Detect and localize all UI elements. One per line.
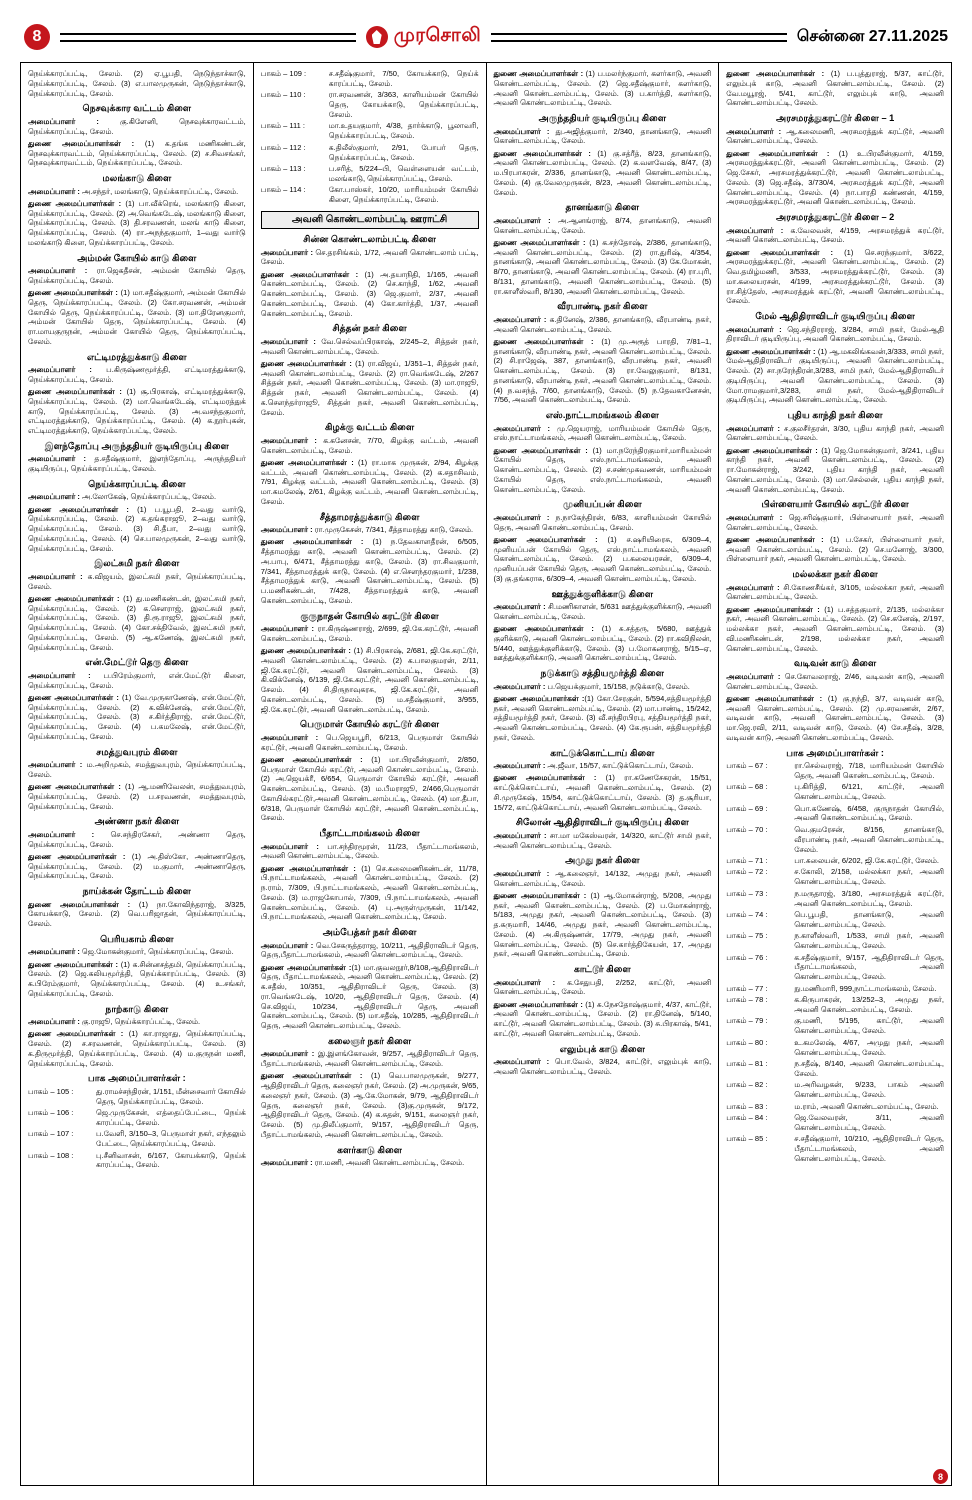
list-item-value: ந.மருதாரஜ், 3/180, அரசமரத்துக் கரட்டூர், அவனி கொண்டலாம்பட்டி, சேலம். — [794, 888, 944, 908]
paragraph: துணை அமைப்பாளர்கள் : (1) ப.மலர்ந்குமார், களர்காடு, அவனி கொண்டலாம்பட்டி, சேலம். (2) ஜெ.சதீஷ்குமார், களர்காடு, அவனி கொண்டலாம்பட்டி, சேலம். (3) ப.கார்த்தி, களர்காடு, அவனி கொண்டலாம்பட்டி, சேலம். — [493, 69, 712, 108]
article-columns — [20, 62, 952, 1486]
paragraph: அமைப்பாளர் : அ.சந்தர், மலங்காடு, நெய்க்காரப்பட்டி, சேலம். — [28, 186, 239, 196]
section-heading: என்.மேட்டூர் தெரு கிளை — [85, 657, 189, 668]
edition-date: சென்னை 27.11.2025 — [796, 28, 948, 45]
list-item — [726, 782, 944, 802]
paragraph: துணை அமைப்பாளர்கள் : (1) உ.பிரவீன்குமார், 4/159, அரசமரத்துக்கரட்டூர், அவனி கொண்டலாம்பட்டி, சேலம். (2) ஜெ.சேகர், அரசமரத்துக்கரட்டூர், அவனி கொண்டலாம்பட்டி, சேலம். (3) ஜெ.சதீஷ், 3/730/4, அரசமரத்துக் கரட்டூர், அவனி கொண்டலாம்பட்டி, சேலம். (4) நா.பாரதி கண்ணன், 4/159, அரசமரத்துக்கரட்டூர், அவனி கொண்டலாம்பட்டி, சேலம். — [726, 148, 945, 207]
paragraph: துணை அமைப்பாளர்கள் : (1) வே.முருகாணேஷ், என்.மேட்டூர், நெய்க்காரப்பட்டி, சேலம். (2) க.விக்னேஷ், என்.மேட்டூர், நெய்க்காரப்பட்டி, சேலம். (3) ச.கிர்த்திராஜ், என்.மேட்டூர், நெய்க்காரப்பட்டி, சேலம். (4) ப.கமலேஷ், என்.மேட்டூர், நெய்க்காரப்பட்டி, சேலம். — [28, 692, 246, 741]
paragraph: அமைப்பாளர் : ஆ.கலைஞர், 14/132, அமுது நகர், அவனி கொண்டலாம்பட்டி, சேலம். — [493, 868, 712, 888]
list-item-value: க.கிருபாகரன், 13/252–3, அமுது நகர், அவனி கொண்டலாம்பட்டி, சேலம். — [794, 995, 944, 1014]
paragraph: துணை அமைப்பாளர்கள் : (1) சூ.பிரகாஷ், எட்டிமரத்துக்காடு, நெய்க்காரப்பட்டி, சேலம். (2) மா.வெங்கடேஷ், எட்டிமரத்துக் காடு, நெய்க்காரப்பட்டி, சேலம். (3) அ.வசந்தகுமார், எட்டிமரத்துக்காடு, நெய்க்காரப்பட்டி, சேலம். (4) க.நூர்புகன், எட்டிமரத்துக்காடு, நெய்க்காரப்பட்டி, சேலம். — [28, 387, 246, 435]
list-item-key: பாகம் – 77 : — [726, 983, 768, 993]
section-heading: அம்பேத்கர் நகர் கிளை — [322, 927, 417, 938]
list-item-value: பு.சீனிவாசன், 6/167, கோயக்காடு, நெய்க் காரப்பட்டி, சேலம். — [96, 1150, 246, 1170]
paragraph: துணை அமைப்பாளர்கள் : (1) ஜெ.மோகன்குமார், 3/241, புதிய காந்தி நகர், அவனி கொண்டலாம்பட்டி, சேலம். (2) ரா.மோகன்ராஜ், 3/242, புதிய காந்தி நகர், அவனி கொண்டலாம்பட்டி, சேலம். (3) மா.செல்லன், புதிய காந்தி நகர், அவனி கொண்டலாம்பட்டி, சேலம். — [726, 445, 944, 494]
list-item-key: பாகம் – 80 : — [726, 1037, 768, 1047]
paragraph: அமைப்பாளர் : ரா.முருகேசன், 7/341, சீத்தாமரத்து காடு, சேலம். — [260, 525, 474, 535]
list-item — [726, 995, 944, 1015]
paragraph: அமைப்பாளர் : ரா.கிருஷ்ணராஜ், 2/699, ஜி.கே.கரட்டூர், அவனி கொண்டலாம்பட்டி, சேலம். — [260, 624, 479, 643]
section-heading: காட்டூர் கிளை — [573, 964, 631, 974]
paragraph: அமைப்பாளர் : பா.சந்திரமூரன், 11/23, பீதாட்டாமங்கலம், அவனி கொண்டலாம்பட்டி, சேலம். — [260, 841, 479, 861]
section-heading: அரசமரத்துகரட்டூர் கிளை – 2 — [776, 212, 895, 222]
paragraph: அமைப்பாளர் : ஜெ.சந்திரராஜ், 3/284, சாமி நகர், மேல்ஆதி திராவிடர் குடியிருப்பு, அவனி கொண்டலாம்பட்டி, சேலம். — [726, 324, 945, 344]
list-item-key: பாகம் – 67 : — [726, 761, 768, 770]
section-heading: குருநாதன் கோயில் கரட்டூர் கிளை — [300, 610, 439, 621]
list-item-key: பாகம் – 79 : — [726, 1016, 768, 1026]
section-heading: வடிவன் காடு கிளை — [793, 658, 877, 669]
list-item-key: பாகம் – 81 : — [726, 1058, 768, 1068]
paragraph: அமைப்பாளர் : க.தினேஷ், 2/386, தானங்காடு, வீரபாண்டி நகர், அவனி கொண்டலாம்பட்டி, சேலம். — [493, 314, 712, 334]
list-item-value: து.ராமச்சந்திரன், 1/151, மீன்சைவார் கோயில் தெரு, நெய்க்காரப்பட்டி, சேலம். — [96, 1086, 246, 1106]
paragraph: அமைப்பாளர் : க.சேதுபதி, 2/252, காட்டூர், அவனி கொண்டலாம்பட்டி, சேலம். — [493, 977, 712, 997]
paragraph: அமைப்பாளர் : கு.கிளேனி, நெசவுக்காரவட்டம், நெய்க்காரப்பட்டி, சேலம். — [28, 116, 246, 136]
paragraph: அமைப்பாளர் : ஆ.கலைமணி, அரசமரத்துக் கரட்டூர், அவனி கொண்டலாம்பட்டி, சேலம். — [726, 126, 944, 146]
section-heading: அருந்ததியர் குடியிருப்பு கிளை — [538, 113, 667, 123]
list-item — [261, 164, 479, 184]
list-item-key: பாகம் – 84 : — [726, 1112, 768, 1122]
section-heading: சமத்துவபுரம் கிளை — [96, 746, 178, 757]
list-item-value: பெ.பூபதி, தானங்காடு, அவனி கொண்டலாம்பட்டி, சேலம். — [794, 909, 944, 929]
paragraph: துணை அமைப்பாளர்கள் : (1) மா.நரேந்திரகுமார்,மாரியம்மன் கோயில் தெரு, எஸ்.நாட்டாமங்கலம், அவனி கொண்டலாம்பட்டி, சேலம். (2) ச.சண்முகவணன், மாரியம்மன் கோயில் தெரு, எஸ்.நாட்டாமங்கலம், அவனி கொண்டலாம்பட்டி, சேலம். — [493, 445, 712, 494]
paragraph: துணை அமைப்பாளர்கள் : (1) ஆ.மகலிங்கவன்,3/333, சாமி நகர், மேல்ஆதிதிராவிடர் குடியிருப்பு, அவனி கொண்டலாம்பட்டி, சேலம். (2) சா.நரேந்திரன்,3/283, சாமி நகர், மேல்ஆதிதிராவிடர் குடியிருப்பு, அவனி கொண்டலாம்பட்டி, சேலம். (3) மோ.ராமகுமார்,3/283, சாமி நகர், மேல்ஆதிதிராவிடர் குடியிருப்பு, அவனி கொண்டலாம்பட்டி, சேலம். — [726, 346, 944, 405]
section-heading: சின்ன கொண்டலாம்பட்டி கிளை — [303, 234, 436, 245]
paragraph: துணை அமைப்பாளர்கள் : (1) ந.தேவகாளதீரன், 6/505, சீத்தாமரத்து காடு, அவனி கொண்டலாம்பட்டி, சேலம். (2) அ.பாபு, 6/471, சீத்தாமரத்து காடு, சேலம். (3) ரா.சிவகுமார், 7/341, சீத்தாமரத்துக் காடு, சேலம். (4) எ.செளந்தரகுமார், 1/238, சீத்தாமரத்துக் காடு, அவனி கொண்டலாம்பட்டி, சேலம். (5) ப.மணிகண்டன், 7/428, சீத்தாமரத்துக் காடு, அவனி கொண்டலாம்பட்டி, சேலம். — [260, 537, 479, 605]
paragraph: அமைப்பாளர் : க.வேலவன், 4/159, அரசமரத்துக் கரட்டூர், அவனி கொண்டலாம்பட்டி, சேலம். — [726, 225, 944, 245]
list-item-key: பாகம் – 85 : — [726, 1134, 768, 1144]
numbered-entry-list — [261, 69, 479, 205]
paragraph: துணை அமைப்பாளர்கள் : (1) கு.சத்ரீத், 8/23, தானங்காடு, அவனி கொண்டலாம்பட்டி, சேலம். (2) க.வளவேஷ், 8/47, (3) ம.பிரபாகரன், 2/336, தானங்காடு, அவனி கொண்டலாம்பட்டி, சேலம். (4) கு.வேலமுருகன், 8/23, அவனி கொண்டலாம்பட்டி, சேலம். — [493, 148, 712, 197]
section-heading: தானங்காடு கிளை — [565, 202, 640, 213]
list-item-value: உ.கமலேஷ், 4/67, அமுது நகர், அவனி கொண்டலாம்பட்டி, சேலம். — [794, 1037, 944, 1057]
paragraph: அமைப்பாளர் : பெ.ஜெயபூரி, 6/213, பெருமாள் கோயில் கரட்டூர், அவனி கொண்டலாம்பட்டி, சேலம். — [260, 732, 479, 752]
list-item — [28, 1087, 246, 1107]
list-item-value: ப.சரித், 5/224–பி, வெள்ளையன் வட்டம், மலங்காடு, நெய்க்காரப்பட்டி, சேலம். — [328, 164, 479, 183]
section-heading: நடுக்காடு சத்தியமூர்த்தி கிளை — [540, 668, 665, 678]
list-item-key: பாகம் – 70 : — [726, 824, 768, 834]
section-heading: பிள்ளையார் கோயில் கரட்டூர் கிளை — [761, 499, 909, 510]
section-heading: கிழக்கு வட்டம் கிளை — [324, 422, 415, 433]
paragraph: அமைப்பாளர் : ப.பிரேம்குமார், என்.மேட்டூர் கிளை, நெய்க்காரப்பட்டி, சேலம். — [28, 670, 246, 690]
list-item-value: ந.காளீஸ்வரி, 1/533, சாமி நகர், அவனி கொண்டலாம்பட்டி, சேலம். — [794, 931, 944, 951]
publication-title: முரசொலி — [393, 25, 482, 46]
list-item-value: க.திலீஸ்குமார், 2/91, போபர் தெரு, நெய்க்காரப்பட்டி, சேலம். — [328, 142, 479, 162]
list-item-value: கு.மணி, 5/195, காட்டூர், அவனி கொண்டலாம்பட்டி, சேலம். — [794, 1016, 944, 1036]
section-heading: பெரியகாம் கிளை — [100, 933, 174, 944]
list-item-key: பாகம் – 105 : — [28, 1086, 74, 1096]
section-heading: இளந்தோப்பு அருந்ததியர் குடியிருப்பு கிளை — [44, 440, 229, 451]
list-item — [726, 825, 944, 855]
list-item — [726, 1113, 944, 1133]
paragraph: அமைப்பாளர் : செ.கோவலராஜ், 2/46, வடிவன் காடு, அவனி கொண்டலாம்பட்டி, சேலம். — [726, 671, 944, 691]
section-heading: அம்மன் கோயில் காடு கிளை — [77, 252, 197, 263]
bottom-page-number-badge: 8 — [933, 1469, 948, 1484]
section-heading: நாற்காடு கிளை — [105, 1003, 169, 1014]
list-item-value: பா.சுலையன், 6/202, ஜி.கே.கரட்டூர், சேலம். — [794, 856, 940, 866]
section-heading: அமுது நகர் கிளை — [565, 855, 640, 866]
list-item-value: ஜெ.வேலவரன், 3/11, அவனி கொண்டலாம்பட்டி, சேலம். — [794, 1112, 944, 1132]
list-item-value: வெ.குமரேசன், 8/156, தானங்காடு, வீரபாண்டி நகர், அவனி கொண்டலாம்பட்டி, சேலம். — [794, 824, 944, 854]
section-heading: பாக அமைப்பாளர்கள் : — [88, 1073, 186, 1084]
paragraph: துணை அமைப்பாளர்கள் : (1) பா.வீக்ரெங், மலங்காடு கிளை, நெய்க்காரப்பட்டி, சேலம். (2) அ.வெங்கடேஷ், மலங்காடு கிளை, நெய்க்காரப்பட்டி, சேலம். (3) தி.சரவணன், மலங் காடு கிளை, நெய்க்காரப்பட்டி, சேலம். (4) ரா.அநந்தகுமார், 1–வது வார்டு மலங்காடு கிளை, நெய்க்காரப்பட்டி, சேலம். — [28, 198, 246, 247]
column-4 — [718, 63, 951, 1485]
list-item — [28, 1129, 246, 1149]
list-item — [726, 1038, 944, 1058]
list-item-key: பாகம் – 111 : — [260, 121, 305, 131]
list-item — [726, 1134, 944, 1164]
list-item-key: பாகம் – 68 : — [726, 782, 768, 792]
paragraph: அமைப்பாளர் : மு.ஜெயராஜ், மாரியம்மன் கோயில் தெரு, எஸ்.நாட்டாமங்கலம், அவனி கொண்டலாம்பட்டி, சேலம். — [493, 423, 712, 443]
paragraph: அமைப்பாளர் : ச.குலசீர்தரன், 3/30, புதிய காந்தி நகர், அவனி கொண்டலாம்பட்டி, சேலம். — [726, 423, 944, 443]
paragraph: துணை அமைப்பாளர்கள் : (1) மா.பிரவீன்குமார், 2/850, பெருமாள் கோயில் கரட்டூர், அவனி கொண்டலாம்பட்டி, சேலம். (2) அ.ஜெயக்ரீ, 6/654, பெருமாள் கோயில் கரட்டூர், அவனி கொண்டலாம்பட்டி, சேலம். (3) ம.பீமராஜூ, 2/466,பெருமாள் கோயில்கரட்டூர்,அவனி கொண்டலாம்பட்டி, சேலம். (4) மா.தீபா, 6/318, பெருமாள் கோயில் கரட்டூர், அவனி கொண்டலாம்பட்டி, சேலம். — [260, 754, 479, 823]
section-heading: புதிய காந்தி நகர் கிளை — [787, 410, 883, 420]
section-heading: முனியப்பன் கிளை — [563, 499, 642, 510]
list-item-key: பாகம் – 78 : — [726, 995, 768, 1005]
list-item-value: ஜெ.முருகேசன், எத்தைப்பேட்டை, நெய்க் காரப்பட்டி, சேலம். — [96, 1108, 246, 1127]
list-item — [28, 1108, 246, 1128]
list-item-key: பாகம் – 109 : — [260, 69, 307, 78]
list-item — [726, 1016, 944, 1036]
paragraph: துணை அமைப்பாளர்கள் : (1) சு.சத்தரு, 5/680, ஊத்துக் குளிக்காடு, அவனி கொண்டலாம்பட்டி, சேலம். (2) ரா.கவிநிலன், 5/440, ஊத்துக்குளிக்காடு, சேலம். (3) ப.மோகனராஜ், 5/15–ஏ, ஊத்துக்குளிக்காடு, அவனி கொண்டலாம்பட்டி, சேலம். — [493, 624, 712, 663]
paragraph: அமைப்பாளர் : வே.செல்வப்பிரகாஷ், 2/245–2, சித்தன் நகர், அவனி கொண்டலாம்பட்டி, சேலம். — [260, 336, 479, 356]
paragraph: அமைப்பாளர் : ந.நாகேந்திரன், 6/83, காளியம்மன் கோயில் தெரு, அவனி கொண்டலாம்பட்டி, சேலம். — [493, 512, 712, 532]
paragraph: அமைப்பாளர் : அ.லோகேஷ், நெய்க்காரப்பட்டி, சேலம். — [28, 492, 217, 502]
section-heading: அரசமரத்துகரட்டூர் கிளை – 1 — [776, 113, 895, 123]
paragraph: துணை அமைப்பாளர்கள் : (1) ரா.விஜய், 1/351–1, சித்தன் நகர், அவனி கொண்டலாம்பட்டி, சேலம். (2) ரா.வெங்கடேஷ், 2/267 சித்தன் நகர், அவனி கொண்டலாம்பட்டி, சேலம். (3) மா.ராஜூ, சித்தன் நகர், அவனி கொண்டலாம்பட்டி, சேலம். (4) க.செளந்தர்ராஜூ, சித்தன் நகர், அவனி கொண்டலாம்பட்டி, சேலம். — [260, 358, 479, 417]
paragraph: துணை அமைப்பாளர்கள் : (1) வெ.பாலமுருகன், 9/277, ஆதிதிராவிடர் தெரு, கலைஞர் நகர், சேலம். (2) அ.முருகன், 9/65, கலைஞர் நகர், சேலம். (3) ஆ.கே.மோகன், 9/79, ஆதிதிராவிடர் தெரு, கலைஞர் நகர், சேலம். (3)கு.முருகன், 9/172, ஆதிதிராவிடர் தெரு, சேலம். (4) க.சுதன், 9/151, கலைஞர் நகர், சேலம். (5) மு.திலீப்குமார், 9/157, ஆதிதிராவிடர் தெரு, பீதாட்டாமங்கலம், அவனி கொண்டலாம்பட்டி, சேலம். — [260, 1071, 479, 1139]
paragraph: அமைப்பாளர் : க.கனேசன், 7/70, கிழக்கு வட்டம், அவனி கொண்டலாம்பட்டி, சேலம். — [260, 435, 479, 455]
paragraph: அமைப்பாளர் : க.விஜயம், இலட்சுமி நகர், நெய்க்காரப்பட்டி, சேலம். — [28, 571, 246, 591]
list-item — [726, 856, 944, 866]
paragraph: துணை அமைப்பாளர்கள் : (1) ப.சத்தகுமார், 2/135, மல்லக்கா நகர், அவனி கொண்டலாம்பட்டி, சேலம். (2) செ.கனேஷ், 2/197, மல்லக்கா நகர், அவனி கொண்டலாம்பட்டி, சேலம். (3) வி.மணிகண்டன், 2/198, மல்லக்கா நகர், அவனி கொண்டலாம்பட்டி, சேலம். — [726, 604, 944, 653]
list-item — [726, 1059, 944, 1079]
paragraph: அமைப்பாளர் : அ.ஜீவா, 15/57, காட்டுக்கொட்டாய், சேலம். — [493, 761, 694, 770]
paragraph: அமைப்பாளர் : ப.ஜெயக்குமார், 15/158, நடுக்காடு, சேலம். — [493, 681, 690, 691]
list-item — [726, 867, 944, 887]
list-item-key: பாகம் – 113 : — [260, 164, 306, 174]
paragraph: அமைப்பாளர் : செ.தரசிங்கம், 1/72, அவனி கொண்டலாம் பட்டி, சேலம். — [260, 247, 479, 267]
paragraph: துணை அமைப்பாளர்கள் : (1) கு.நந்தி, 3/7, வடிவன் காடு, அவனி கொண்டலாம்பட்டி, சேலம். (2) மு.சரவணன், 2/67, வடிவன் காடு, அவனி கொண்டலாம்பட்டி, சேலம். (3) மா.ஜெ.ரவி, 2/11, வடிவன் காடு, சேலம். (4) சே.சதீஷ், 3/28, வடிவன் காடு, அவனி கொண்டலாம்பட்டி, சேலம். — [726, 693, 945, 742]
list-item — [726, 984, 944, 994]
flame-icon — [366, 26, 388, 48]
masthead-rule-left — [60, 33, 356, 42]
list-item-value: பு.கிரித்தி, 6/121, காட்டூர், அவனி கொண்டலாம்பட்டி, சேலம். — [794, 782, 944, 802]
column-2 — [253, 63, 486, 1485]
section-heading: இலட்சுமி நகர் கிளை — [94, 558, 180, 569]
list-item — [726, 931, 944, 951]
paragraph: அமைப்பாளர் : கு.ராஜூ, நெய்க்காரப்பட்டி, சேலம். — [28, 1017, 201, 1026]
list-item — [28, 1151, 246, 1171]
list-item-key: பாகம் – 83 : — [726, 1101, 768, 1111]
paragraph: துணை அமைப்பாளர்கள் : (1) ப.சேகர், பிள்ளையார் நகர், அவனி கொண்டலாம்பட்டி, சேலம். (2) செ.மனோஜ், 3/300, பிள்ளையார் நகர், அவனி கொண்டலாம்பட்டி, சேலம். — [726, 534, 944, 564]
paragraph: அமைப்பாளர் : ஜெ.சரிஷ்குமார், பிள்ளையார் நகர், அவனி கொண்டலாம்பட்டி, சேலம். — [726, 512, 944, 532]
list-item-value: ரா.சரவணன், 3/363, காளியம்மன் கோயில் தெரு, கோயக்காடு, நெய்க்காரப்பட்டி, சேலம். — [328, 90, 479, 120]
paragraph: துணை அமைப்பாளர்கள் : (1) ரா.மாக முருகன், 2/94, கிழக்கு வட்டம், அவனி கொண்டலாம்பட்டி, சேலம். (2) க.சதாசிவம், 7/91, கிழக்கு வட்டம், அவனி கொண்டலாம்பட்டி, சேலம். (3) மா.கமலேஷ், 2/61, கிழக்கு வட்டம், அவனி கொண்டலாம்பட்டி, சேலம். — [260, 457, 479, 506]
section-heading: மேல் ஆதிதிராவிடர் குடியிருப்பு கிளை — [755, 311, 915, 321]
section-heading: எஸ்.நாட்டாமங்கலம் கிளை — [545, 410, 659, 420]
paragraph: துணை அமைப்பாளர்கள் : (1) க.தங்க மணிகண்டன், நெசவுக்காரவட்டம், நெய்க்காரப்பட்டி, சேலம். (2) ச.சிவசங்கர், நெசவுக்காரவட்டம், நெய்க்காரப்பட்டி, சேலம். — [28, 138, 246, 168]
numbered-entry-list — [28, 1087, 246, 1171]
list-item-value: ப.வேளி, 3/150–3, பெருமாள் நகர், எந்தலும் பேட்டை, நெய்க்காரப்பட்டி, சேலம். — [96, 1129, 246, 1149]
list-item-key: பாகம் – 73 : — [726, 888, 768, 898]
paragraph: துணை அமைப்பாளர்கள் : (1) சி.பிரகாஷ், 2/681, ஜி.கே.கரட்டூர், அவனி கொண்டலாம்பட்டி, சேலம். (2) க.பாலகுமரன், 2/11, ஜி.கே.கரட்டூர், அவனி கொண்டலாம்பட்டி, சேலம். (3) கி.விக்னேஷ், 6/139, ஜி.கே.கரட்டூர், அவனி கொண்டலாம்பட்டி, சேலம். (4) சி.திருநாவுகரசு, ஜி.கே.கரட்டூர், அவனி கொண்டலாம்பட்டி, சேலம். (5) ம.சதீஷ்குமார், 3/955, ஜி.கே.கரட்டூர், அவனி கொண்டலாம்பட்டி, சேலம். — [260, 646, 479, 714]
section-heading: பாக அமைப்பாளர்கள் : — [786, 747, 884, 758]
list-item-value: க.சதீஷ்குமார், 9/157, ஆதிதிராவிடர் தெரு, பீதாட்டாமங்கலம், அவனி கொண்டலாம்பட்டி, சேலம். — [794, 952, 944, 982]
list-item-key: பாகம் – 74 : — [726, 909, 768, 919]
list-item — [726, 804, 944, 824]
paragraph: அமைப்பாளர் : செ.சந்திரசேகர், அண்ணா தெரு, நெய்க்காரப்பட்டி, சேலம். — [28, 829, 246, 849]
list-item-value: நு.மணிமாரி, 999,நாட்டாமங்கலம், சேலம். — [794, 983, 937, 993]
paragraph: அமைப்பாளர் : பொ.வேல், 3/824, காட்டூர், எலும்புக் காடு, அவனி கொண்டலாம்பட்டி, சேலம். — [493, 1057, 712, 1076]
list-item-key: பாகம் – 114 : — [260, 185, 306, 195]
section-heading: நெய்க்காரப்பட்டி கிளை — [88, 478, 186, 489]
paragraph: துணை அமைப்பாளர்கள் : (1) அ.தயாநிதி, 1/165, அவனி கொண்டலாம்பட்டி, சேலம். (2) செ.காந்தி, 1/62, அவனி கொண்டலாம்பட்டி, சேலம். (3) ஜெ.குமார், 2/37, அவனி கொண்டலாம்பட்டி, சேலம். (4) கோ.கார்த்தி, 1/37, அவனி கொண்டலாம்பட்டி, சேலம். — [260, 269, 479, 318]
paragraph: அமைப்பாளர் : ம.அறிமுகம், சமத்துவபுரம், நெய்க்காரப்பட்டி, சேலம். — [28, 760, 246, 779]
paragraph: துணை அமைப்பாளர்கள் : (1) ரா.கணேசேகரன், 15/51, காட்டுக்கொட்டாய், அவனி கொண்டலாம்பட்டி, சேலம். (2) சி.முருகேஷ், 15/54, காட்டுக்கொட்டாய், சேலம். (3) த.சூரியா, 15/72, காட்டுக்கொட்டாய், அவனி கொண்டலாம்பட்டி, சேலம். — [493, 773, 712, 812]
list-item-key: பாகம் – 82 : — [726, 1080, 768, 1090]
list-item-key: பாகம் – 107 : — [28, 1129, 74, 1139]
paragraph: அமைப்பாளர் : த.சதீஷ்குமார், இளந்தோப்பு, அருந்ததியர் குடியிருப்பு, நெய்க்காரப்பட்டி, சேலம். — [28, 454, 246, 473]
paragraph: துணை அமைப்பாளர்கள் : (1) ப.புத்துராஜ், 5/37, காட்டூர், எலும்புக் காடு, அவனி கொண்டலாம்பட்டி, சேலம். (2) வே.மயூரஜ், 5/41, காட்டூர், எலும்புக் காடு, அவனி கொண்டலாம்பட்டி, சேலம். — [726, 69, 944, 108]
paragraph: அமைப்பாளர் : அ.ஆனங்ராஜ், 8/74, தானங்காடு, அவனி கொண்டலாம்பட்டி, சேலம். — [493, 215, 712, 235]
list-item — [726, 1080, 944, 1100]
list-item — [726, 761, 944, 781]
section-heading: வீரபாண்டி நகர் கிளை — [557, 301, 648, 312]
paragraph: அமைப்பாளர் : வெ.சேகருத்தராஜ, 10/211, ஆதிதிராவிடர் தெரு, தெரு,பீதாட்டாமங்கலம், அவனி கொண்டலாம்பட்டி, சேலம். — [260, 940, 479, 960]
section-heading: பீதாட்டாமங்கலம் கிளை — [319, 828, 420, 839]
paragraph: துணை அமைப்பாளர்கள் : (1) மா.சதீஷ்குமார், அம்மன் கோயில் தெரு, நெய்க்காரப்பட்டி, சேலம். (2) கோ.சரவணன், அம்மன் கோயில் தெரு, நெய்க்காரப்பட்டி, சேலம். (3) மா.திரேனகுமார், அம்மன் கோயில் தெரு, நெய்க்காரப்பட்டி, சேலம். (4) ரா.மாயகுருநன், அம்மன் கோயில் தெரு, நெய்க்காரப்பட்டி, சேலம். — [28, 288, 246, 346]
paragraph: துணை அமைப்பாளர்கள் : (1) அ.திஸ்கோ, அண்ணாதெரு, நெய்க்காரப்பட்டி, சேலம். (2) ம.குமார், அண்ணாதெரு, நெய்க்காரப்பட்டி, சேலம். — [28, 851, 246, 881]
list-item-value: ச.சதீஷ்குமார், 7/50, கோயக்காடு, நெய்க் காரப்பட்டி, சேலம். — [328, 69, 479, 88]
paragraph: நெய்க்காரப்பட்டி, சேலம். (2) ஏ.பூபதி, நெடுந்தாச்காடு, நெய்க்காரப்பட்டி, சேலம். (3) எ.பாலமுருகன், நெடுந்தாச்காடு, நெய்க்காரப்பட்டி, சேலம். — [28, 69, 246, 98]
list-item — [261, 121, 479, 141]
paragraph: துணை அமைப்பாளர்கள் : (1) கா.ராஜாது, நெய்க்காரப்பட்டி, சேலம். (2) ச.சரவணன், நெய்க்காரப்பட்டி, சேலம். (3) க.திருமூர்த்தி, நெய்க்காரப்பட்டி, சேலம். (4) ம.குருநன் மணி, நெய்க்காரப்பட்டி, சேலம். — [28, 1029, 246, 1068]
list-item-value: கோ.பாஸ்கர், 10/20, மாரியம்மன் கோயில் கிளை, நெய்க்காரப்பட்டி, சேலம். — [328, 185, 479, 205]
column-3 — [486, 63, 719, 1485]
paragraph: துணை அமைப்பாளர்கள் : (1) செ.சரந்குமார், 3/622, அரசமரத்துக்கரட்டூர், அவனி கொண்டலாம்பட்டி, சேலம். (2) வெ.தமிழ்மணி, 3/533, அரசமரத்துக்கரட்டூர், சேலம். (3) மா.கலையரசன், 4/199, அரசமரத்துக்கரட்டூர், சேலம். (3) ரா.சித்தேஸ், அரசமரத்துக் கரட்டூர், அவனி கொண்டலாம்பட்டி, சேலம். — [726, 247, 945, 306]
section-heading: சித்தன் நகர் கிளை — [332, 323, 407, 334]
paragraph: அமைப்பாளர் : ஜெ.மோகன்குமார், நெய்க்காரப்பட்டி, சேலம். — [28, 947, 234, 957]
paragraph: அமைப்பாளர் : ரா.மணி, அவனி கொண்டலாம்பட்டி, சேலம். — [260, 1158, 465, 1168]
list-item — [261, 69, 479, 89]
section-heading: பெருமாள் கோயில் கரட்டூர் கிளை — [300, 719, 440, 730]
list-item-key: பாகம் – 72 : — [726, 867, 768, 877]
list-item-value: பொ.கணேஷ், 6/458, குருநாதன் கோயில், அவனி கொண்டலாம்பட்டி, சேலம். — [794, 803, 944, 823]
publication-logo — [366, 25, 482, 49]
paragraph: துணை அமைப்பாளர்கள் : (1) ஆ.மோகன்ராஜ், 5/208, அமுது நகர், அவனி கொண்டலாம்பட்டி, சேலம். (2) ப.மோகன்ராஜ், 5/183, அமுது நகர், அவனி கொண்டலாம்பட்டி, சேலம். (3) த.கருமாரி, 14/46, அமுது நகர், அவனி கொண்டலாம்பட்டி, சேலம். (4) அ.கிருஷ்ணன், 17/79, அமுது நகர், அவனி கொண்டலாம்பட்டி, சேலம். (5) செ.கார்த்திகேயன், 17, அமுது நகர், அவனி கொண்டலாம்பட்டி, சேலம். — [493, 890, 712, 959]
section-heading: அண்ணா நகர் கிளை — [94, 816, 180, 827]
paragraph: அமைப்பாளர் : ப.கிருஷ்ணமூர்த்தி, எட்டிமரத்துக்காடு, நெய்க்காரப்பட்டி, சேலம். — [28, 365, 246, 384]
section-heading: சீத்தாமரத்துக்காடு கிளை — [319, 511, 420, 522]
paragraph: துணை அமைப்பாளர்கள் : (1) நா.கோவிந்தராஜ், 3/325, கோயக்காடு, சேலம். (2) வெ.பரிஜாதன், நெய்க்காரப்பட்டி, சேலம். — [28, 899, 246, 928]
paragraph: துணை அமைப்பாளர்கள் : (1) ஆ.மணிவேலன், சமத்துவபுரம், நெய்க்காரப்பட்டி, சேலம். (2) ப.சரவணன், சமத்துவபுரம், நெய்க்காரப்பட்டி, சேலம். — [28, 782, 246, 811]
list-item-value: ரா.செல்வராஜ், 7/18, மாரியம்மன் கோயில் தெரு, அவனி கொண்டலாம்பட்டி, சேலம். — [794, 761, 944, 780]
list-item — [261, 143, 479, 163]
list-item-value: ந.சதீஷ், 8/140, அவனி கொண்டலாம்பட்டி, சேலம். — [794, 1058, 944, 1078]
section-heading: நெசவுக்கார வட்டம் கிளை — [82, 103, 192, 114]
paragraph: துணை அமைப்பாளர்கள் : (1) ச.ஷரியிரைசு, 6/309–4, முனியப்பன் கோயில் தெரு, எஸ்.நாட்டாமங்கலம், அவனி கொண்டலாம்பட்டி, சேலம். (2) ப.கலையரசன், 6/309–4, முனியப்பன் கோயில் தெரு, அவனி கொண்டலாம்பட்டி, சேலம். (3) கு.தங்கராசு, 6/309–4, அவனி கொண்டலாம்பட்டி, சேலம். — [493, 534, 712, 583]
list-item-key: பாகம் – 76 : — [726, 952, 768, 962]
column-1 — [21, 63, 253, 1485]
list-item-key: பாகம் – 110 : — [260, 90, 306, 100]
paragraph: துணை அமைப்பாளர்கள் : (1) ப.யூபதி, 2–வது வார்டு, நெய்க்காரப்பட்டி, சேலம். (2) க.தங்கராஜூ, 2–வது வார்டு, நெய்க்காரப்பட்டி, சேலம். (3) சி.தீபா, 2–வது வார்டு, நெய்க்காரப்பட்டி, சேலம். (4) செ.பாலமுருகன், 2–வது வார்டு, நெய்க்காரப்பட்டி, சேலம். — [28, 504, 246, 553]
masthead-rule-right — [491, 33, 787, 42]
list-item-key: பாகம் – 69 : — [726, 803, 768, 813]
section-heading: ஊத்துக்குளிக்காடு கிளை — [551, 588, 654, 599]
section-heading: களர்காடு கிளை — [337, 1144, 403, 1155]
list-item-value: ம.ராம், அவனி கொண்டலாம்பட்டி, சேலம். — [794, 1101, 939, 1111]
section-heading: சிலோன் ஆதிதிராவிடர் குடியிருப்பு கிளை — [515, 817, 689, 828]
list-item — [726, 953, 944, 983]
section-heading: கலைஞர் நகர் கிளை — [328, 1035, 412, 1046]
list-item — [261, 185, 479, 205]
section-heading: நாய்க்கன் தோட்டம் கிளை — [82, 886, 191, 896]
paragraph: அமைப்பாளர் : து.அஜித்குமார், 2/340, தானங்காடு, அவனி கொண்டலாம்பட்டி, சேலம். — [493, 126, 712, 146]
list-item-key: பாகம் – 71 : — [726, 856, 768, 866]
paragraph: துணை அமைப்பாளர்கள் : (1) க.சந்தோஷ், 2/386, தானங்காடு, அவனி கொண்டலாம்பட்டி, சேலம். (2) ரா.துரிஷ், 4/354, தானங்காடு, அவனி கொண்டலாம்பட்டி, சேலம். (3) கே.மோகன், 8/70, தானங்காடு, அவனி கொண்டலாம்பட்டி, சேலம். (4) ரா.புரி, 8/131, தானங்காடு, அவனி கொண்டலாம்பட்டி, சேலம். (5) ரா.காளீஸ்வரி, 8/130, அவனி கொண்டலாம்பட்டி, சேலம். — [493, 237, 712, 296]
list-item-key: பாகம் – 75 : — [726, 931, 768, 941]
list-item — [261, 90, 479, 120]
paragraph: துணை அமைப்பாளர்கள் :(1) கோ.சேரகுன், 5/594,சத்தியமூர்த்தி நகர், அவனி கொண்டலாம்பட்டி, சேலம். (2) மா.பாண்டி, 15/242, சத்தியமூர்த்தி நகர், சேலம். (3) வீ.சந்திரபிரபு, சத்தியமூர்த்தி நகர், அவனி கொண்டலாம்பட்டி, சேலம். (4) கே.ரூபன், சத்தியமூர்த்தி நகர், சேலம். — [493, 693, 712, 742]
section-heading-boxed: அவனி கொண்டலாம்பட்டி ஊராட்சி — [261, 211, 479, 229]
paragraph: அமைப்பாளர் : சா.மா மகேஸ்வரன், 14/320, காட்டூர் சாமி நகர், அவனி கொண்டலாம்பட்டி, சேலம். — [493, 830, 712, 850]
list-item-value: ச.கோலி, 2/158, மல்லக்கா நகர், அவனி கொண்டலாம்பட்டி, சேலம். — [794, 867, 944, 887]
paragraph: அமைப்பாளர் : இ.இளங்கோவன், 9/257, ஆதிதிராவிடர் தெரு, பீதாட்டாமங்கலம், அவனி கொண்டலாம்பட்டி, சேலம். — [260, 1049, 479, 1069]
paragraph: துணை அமைப்பாளர்கள் : (1) சு.நேசதோஷ்குமார், 4/37, காட்டூர், அவனி கொண்டலாம்பட்டி, சேலம். (2) ரா.தினேஷ், 5/140, காட்டூர், அவனி கொண்டலாம்பட்டி, சேலம். (3) சு.பிரகாஷ், 5/41, காட்டூர், அவனி கொண்டலாம்பட்டி, சேலம். — [493, 999, 712, 1038]
paragraph: துணை அமைப்பாளர்கள் :(1) மா.குவலநூர்,8/108,ஆதிதிராவிடர் தெரு, பீதாட்டாமங்கலம், அவனி கொண்டலாம்பட்டி, சேலம். (2) க.சதீஸ், 10/351, ஆதிதிராவிடர் தெரு, சேலம். (3) ரா.வெங்கடேஷ், 10/20, ஆதிதிராவிடர் தெரு, சேலம். (4) செ.விஜய், 10/234, ஆதிதிராவிடர் தெரு, அவனி கொண்டலாம்பட்டி, சேலம். (5) மா.சதீஷ், 10/285, ஆதிதிராவிடர் தெரு, அவனி கொண்டலாம்பட்டி, சேலம். — [260, 962, 479, 1031]
paragraph: துணை அமைப்பாளர்கள் : (1) க.சின்னசத்தமி, நெய்க்காரப்பட்டி, சேலம். (2) ஜெ.கலியமூர்த்தி, நெய்க்காரப்பட்டி, சேலம். (3) க.பிரேம்குமார், நெய்க்காரப்பட்டி, சேலம். (4) உ.சங்கர், நெய்க்காரப்பட்டி, சேலம். — [28, 959, 246, 998]
section-heading: மல்லக்கா நகர் கிளை — [792, 569, 878, 579]
masthead — [20, 18, 952, 56]
list-item-key: பாகம் – 108 : — [28, 1150, 74, 1160]
list-item-key: பாகம் – 106 : — [28, 1108, 74, 1118]
section-heading: எலும்புக் காடு கிளை — [559, 1043, 645, 1054]
page-number-badge: 8 — [24, 24, 50, 50]
section-heading: காட்டுக்கொட்டாய் கிளை — [550, 747, 655, 758]
list-item-value: ம.அரிவழகன், 9/233, பாகம் அவனி கொண்டலாம்பட்டி, சேலம். — [794, 1080, 944, 1100]
paragraph: துணை அமைப்பாளர்கள் : (1) மு.அரூத் பாரதி, 7/81–1, தானங்காடு, வீரபாண்டி நகர், அவனி கொண்டலாம்பட்டி, சேலம். (2) சி.ராஜேஷ், 387, தானங்காடு, வீரபாண்டி நகர், அவனி கொண்டலாம்பட்டி, சேலம். (3) ரா.வேலுகுமார், 8/131, தானங்காடு, வீரபாண்டி நகர், அவனி கொண்டலாம்பட்டி, சேலம். (4) ந.வசந்த், 7/60, தானங்காடு, சேலம். (5) ந.தேவகானேசன், 7/56, அவனி கொண்டலாம்பட்டி, சேலம். — [493, 336, 712, 405]
list-item — [726, 910, 944, 930]
section-heading: மலங்காடு கிளை — [102, 173, 172, 183]
list-item — [726, 1102, 944, 1112]
list-item-key: பாகம் – 112 : — [260, 142, 306, 152]
list-item-value: ச.சதீஷ்குமார், 10/210, ஆதிதிராவிடர் தெரு, பீதாட்டாமங்கலம், அவனி கொண்டலாம்பட்டி, சேலம். — [794, 1134, 944, 1163]
paragraph: துணை அமைப்பாளர்கள் : (1) செ.கலைமணிகண்டன், 11/78, பி.நாட்டாமங்கலம், அவனி கொண்டலாம்பட்டி, சேலம். (2) ந.ராம், 7/309, பி.நாட்டாமங்கலம், அவனி கொண்டலாம்பட்டி, சேலம். (3) ம.ராஜகோபால், 7/309, பி.நாட்டாமங்கலம், அவனி கொண்டலாம்பட்டி, சேலம். (4) பு.அருள்முருகன், 11/142, பி.நாட்டாமங்கலம், அவனி கொண்டலாம்பட்டி, சேலம். — [260, 863, 479, 922]
paragraph: அமைப்பாளர் : சி.மணிகாளன், 5/631 ஊத்துக்குளிக்காடு, அவனி கொண்டலாம்பட்டி, சேலம். — [493, 602, 712, 621]
paragraph: துணை அமைப்பாளர்கள் : (1) து.மணிகண்டன், இலட்சுமி நகர், நெய்க்காரப்பட்டி, சேலம். (2) க.செளராஜ், இலட்சுமி நகர், நெய்க்காரப்பட்டி, சேலம். (3) தி.ரூ.ராஜூ, இலட்சுமி நகர், நெய்க்காரப்பட்டி, சேலம். (4) கோ.சக்திவேல், இலட்சுமி நகர், நெய்க்காரப்பட்டி, சேலம். (5) ஆ.கணேஷ், இலட்சுமி நகர், நெய்க்காரப்பட்டி, சேலம். — [28, 593, 246, 652]
list-item — [726, 889, 944, 909]
paragraph: அமைப்பாளர் : ரா.ஜெகதீசன், அம்மன் கோயில் தெரு, நெய்க்காரப்பட்டி, சேலம். — [28, 266, 246, 285]
paragraph: அமைப்பாளர் : சி.கோணசீங்கர், 3/105, மல்லக்கா நகர், அவனி கொண்டலாம்பட்டி, சேலம். — [726, 582, 944, 602]
section-heading: எட்டிமரத்துக்காடு கிளை — [87, 351, 187, 362]
numbered-entry-list — [726, 761, 944, 1164]
list-item-value: மா.உதயகுமார், 4/38, தார்க்காடு, பூலாவரி, நெய்க்காரப்பட்டி, சேலம். — [328, 121, 479, 141]
